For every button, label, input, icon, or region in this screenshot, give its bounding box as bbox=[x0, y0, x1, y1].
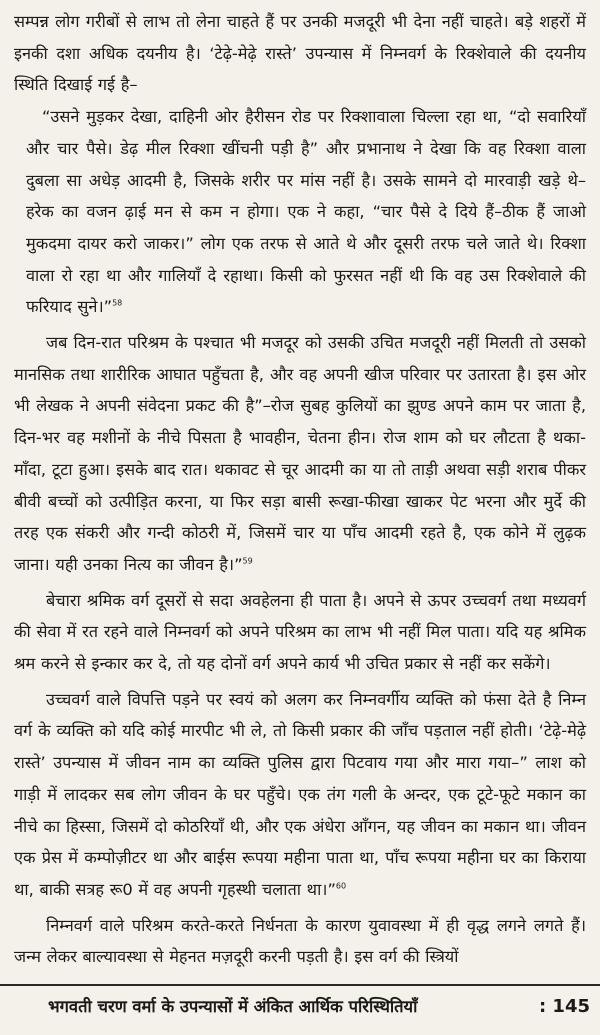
footnote-ref-58: 58 bbox=[112, 298, 123, 308]
paragraph-upper-class: उच्चवर्ग वाले विपत्ति पड़ने पर स्वयं को अलग कर निम्नवर्गीय व्यक्ति को फंसा देते है निम्न वर्ग के व्यक्ति को यदि कोई मारपीट भी ले, तो किसी प्रकार की जाँच पड़ताल नहीं होती। ‘टेढ़े-मेढ़े रास्ते’ उपन्यास में जीवन नाम का व्यक्ति पुलिस द्वारा पिटवाय गया और मारा गया–” लाश को गाड़ी में लादकर सब लोग जीवन के घर पहुँचे। एक तंग गली के अन्दर, एक टूटे-फूटे मकान का नीचे का हिस्सा, जिसमें दो कोठरियाँ थी, और एक अंधेरा आँगन, यह जीवन का मकान था। जीवन एक प्रेस में कम्पोज़ीटर था और बाईस रूपया महीना पाता था, पाँच रूपया महीना घर का किराया था, बाकी सत्रह रू0 में वह अपनी गृहस्थी चलाता था।”$^{60}$ bbox=[14, 689, 586, 899]
page-number: : 145 bbox=[538, 996, 590, 1017]
paragraph-intro: सम्पन्न लोग गरीबों से लाभ तो लेना चाहते हैं पर उनकी मजदूरी भी देना नहीं चाहते। बड़े शहरों में इनकी दशा अधिक दयनीय है। ‘टेढ़े-मेढ़े रास्ते’ उपन्यास में निम्नवर्ग के रिक्शेवाले की दयनीय स्थिति दिखाई गई है– bbox=[14, 12, 586, 95]
running-footer bbox=[0, 984, 600, 1017]
footnote-ref-60: 60 bbox=[335, 881, 347, 891]
footer-title: भगवती चरण वर्मा के उपन्यासों में अंकित आर्थिक परिस्थितियाँ bbox=[48, 997, 418, 1016]
footnote-ref-59: 59 bbox=[242, 556, 253, 566]
paragraph-labour: जब दिन-रात परिश्रम के पश्चात भी मजदूर को उसकी उचित मजदूरी नहीं मिलती तो उसको मानसिक तथा शारीरिक आघात पहुँचता है, और वह अपनी खीज परिवार पर उतारता है। इस ओर भी लेखक ने अपनी संवेदना प्रकट की है”–रोज सुबह कुलियों का झुण्ड अपने काम पर जाता है, दिन-भर वह मशीनों के नीचे पिसता है भावहीन, चेतना हीन। रोज शाम को घर लौटता है थका-माँदा, टूटा हुआ। इसके बाद रात। थकावट से चूर आदमी का या तो ताड़ी अथवा सड़ी शराब पीकर बीवी बच्चों को उत्पीड़ित करना, या फिर सड़ा बासी रूखा-फीखा खाकर पेट भरना और मुर्दे की तरह एक संकरी और गन्दी कोठरी में, जिसमें चार या पाँच आदमी रहते है, एक कोने में लुढ़क जाना। यही उनका नित्य का जीवन है।”$^{59}$ bbox=[14, 333, 586, 574]
block-quote-rickshaw: “उसने मुड़कर देखा, दाहिनी ओर हैरीसन रोड पर रिक्शावाला चिल्ला रहा था, “दो सवारियाँ और चार पैसे। डेढ़ मील रिक्शा खींचनी पड़ी है” और प्रभानाथ ने देखा कि वह रिक्शा वाला दुबला सा अधेड़ आदमी है, जिसके शरीर पर मांस नहीं है। उसके सामने दो मारवाड़ी खड़े थे–हरेक का वजन ढ़ाई मन से कम न होगा। एक ने कहा, “चार पैसे दे दिये हैं–ठीक हैं जाओ मुकदमा दायर करो जाकर।” लोग एक तरफ से आते थे और दूसरी तरफ चले जाते थे। रिक्शा वाला रो रहा था और गालियाँ दे रहाथा। किसी को फुरसत नहीं थी कि वह उस रिक्शेवाले की फरियाद सुने।”$^{58}$ bbox=[26, 107, 586, 317]
paragraph-lower-class: निम्नवर्ग वाले परिश्रम करते-करते निर्धनता के कारण युवावस्था में ही वृद्ध लगने लगते हैं। जन्म लेकर बाल्यावस्था से मेहनत मज़दूरी करनी पड़ती है। इस वर्ग की स्त्रियों bbox=[14, 915, 586, 967]
paragraph-working-class: बेचारा श्रमिक वर्ग दूसरों से सदा अवहेलना ही पाता है। अपने से ऊपर उच्चवर्ग तथा मध्यवर्ग की सेवा में रत रहने वाले निम्नवर्ग को अपने परिश्रम का लाभ भी नहीं मिल पाता। यदि यह श्रमिक श्रम करने से इन्कार कर दे, तो यह दोनों वर्ग अपने कार्य भी उचित प्रकार से नहीं कर सकेंगे। bbox=[14, 590, 586, 674]
